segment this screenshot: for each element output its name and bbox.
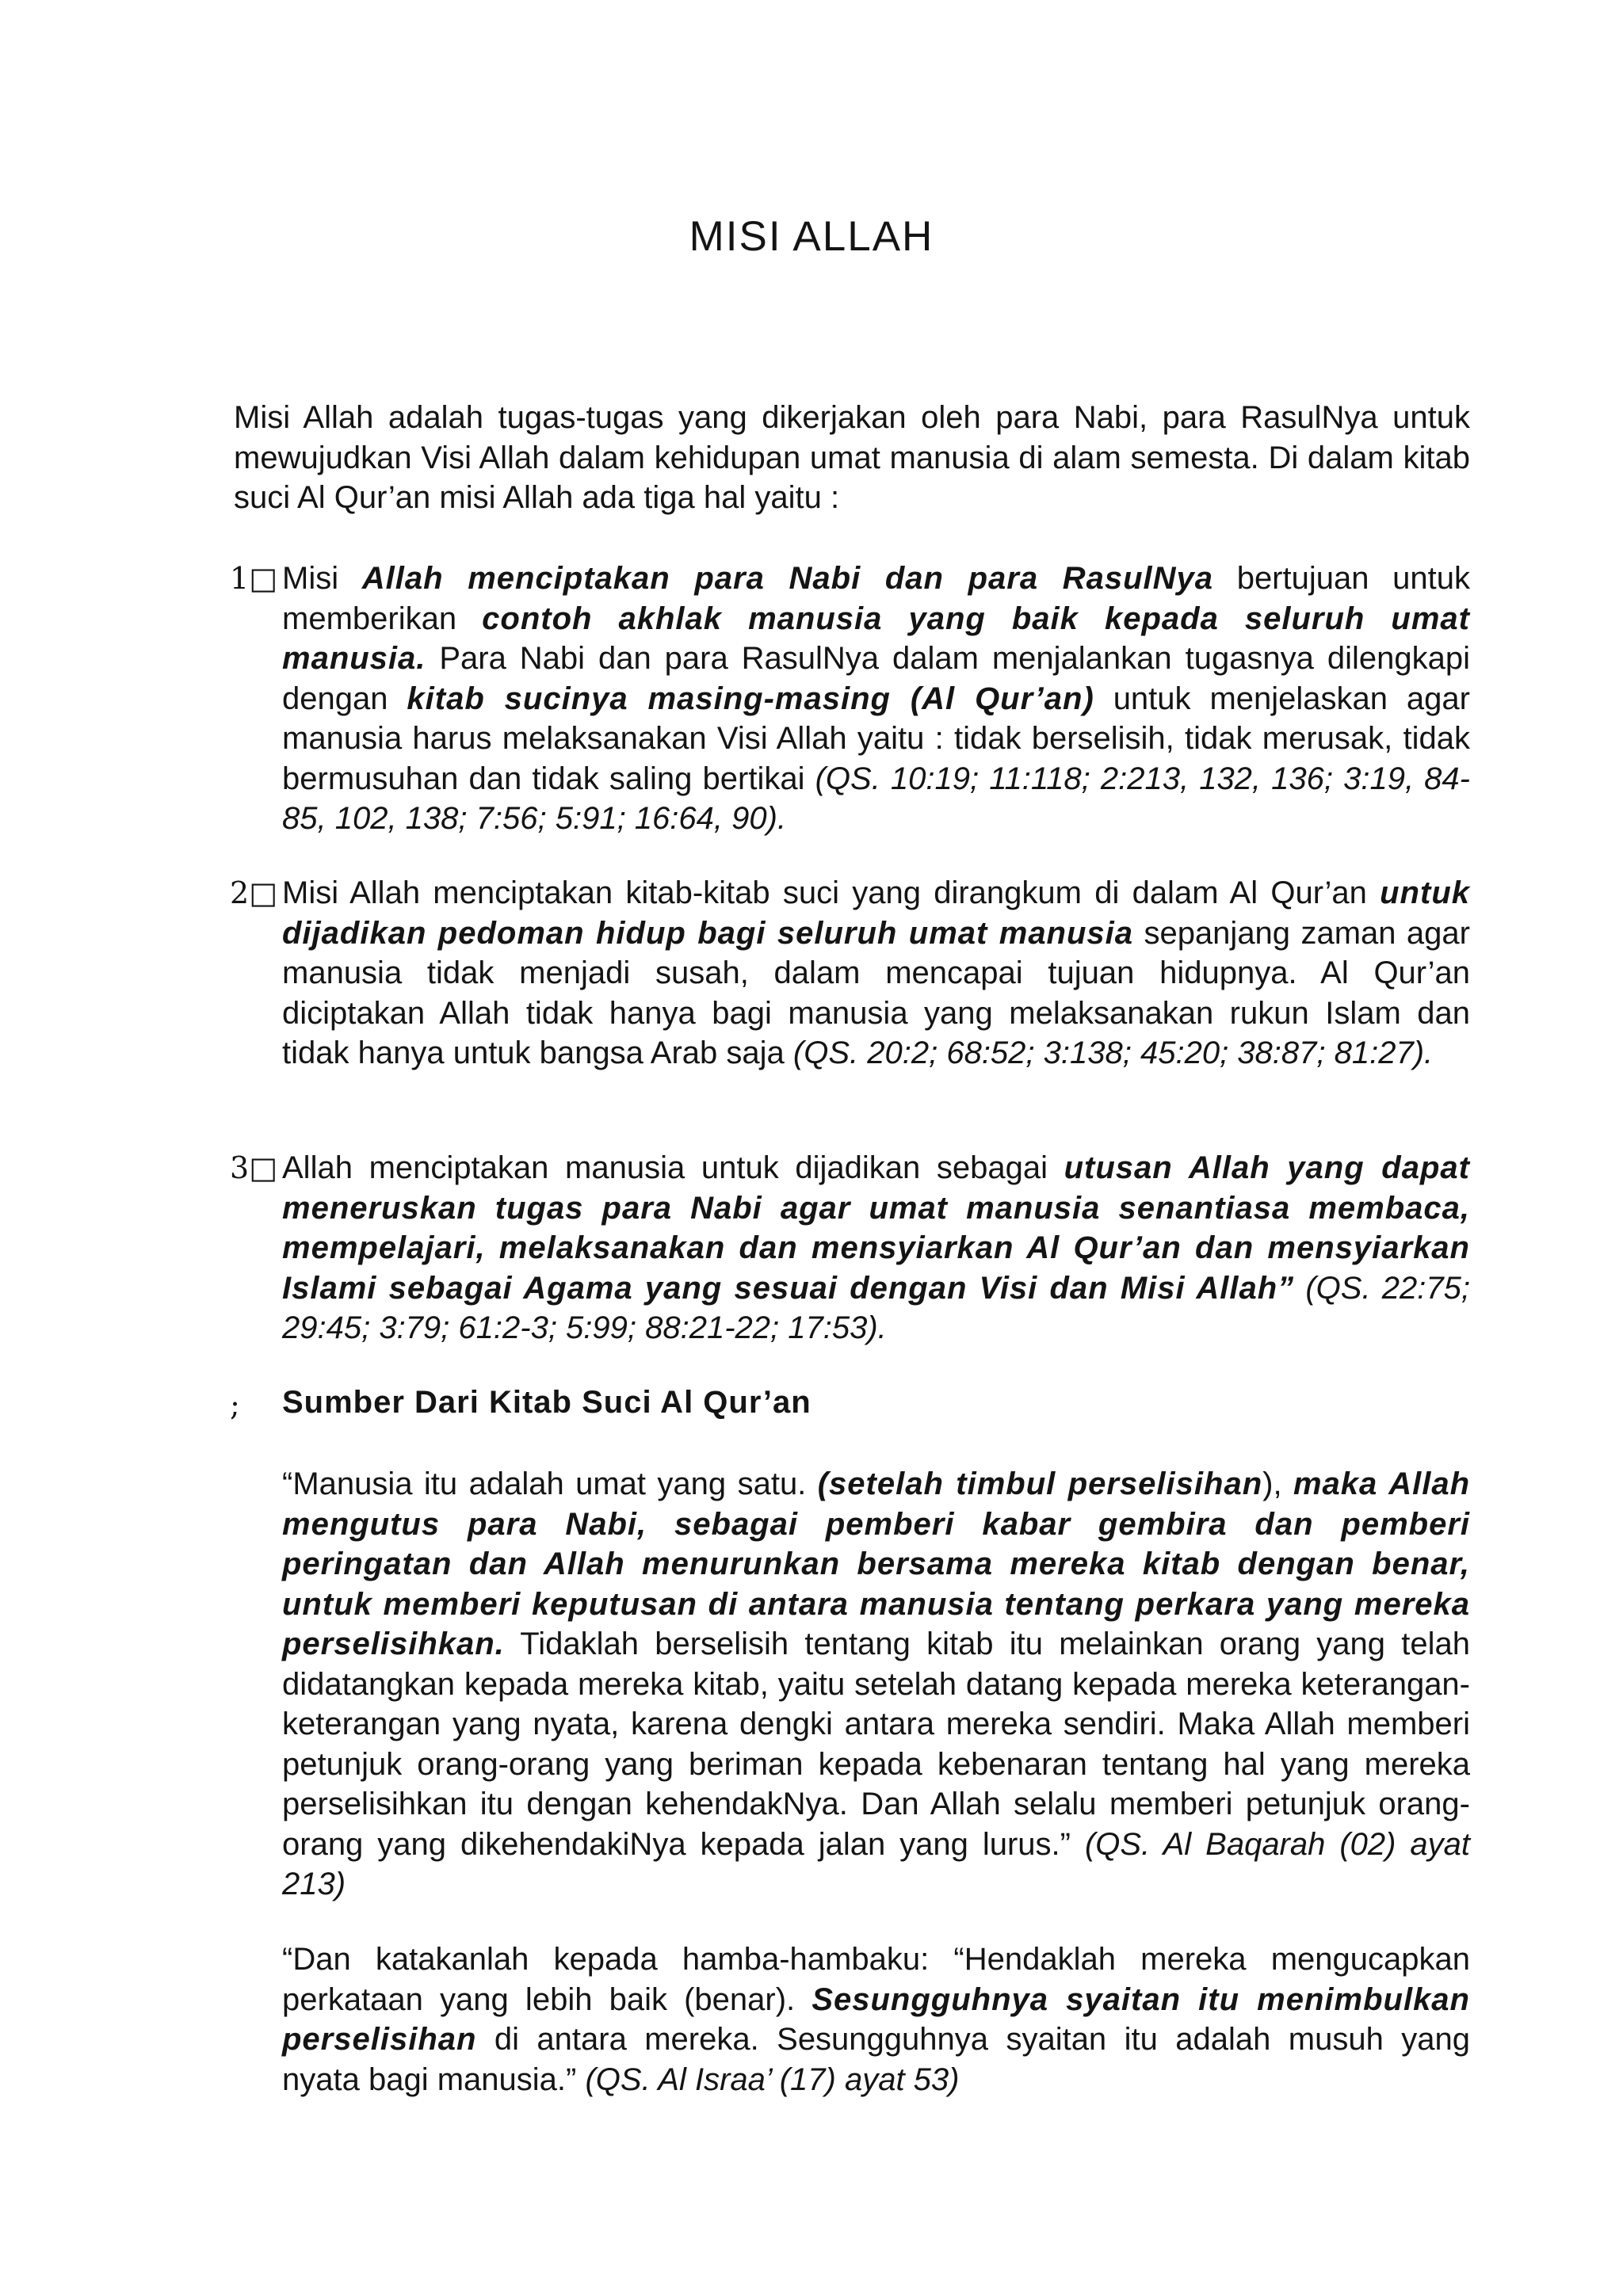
item2-text-b: sepanjang zaman agar manusia tidak menjadi susah, dalam mencapai tujuan hidupnya. Al Qur’an diciptakan Allah tidak hanya bagi manusia yang melaksanakan rukun Islam dan tidak hanya untuk bangsa Arab saja (282, 915, 1470, 1070)
section-marker: ; (230, 1387, 240, 1422)
list-item-1 (282, 559, 1470, 839)
item1-reference: (QS. 10:19; 11:118; 2:213, 132, 136; 3:19, 84-85, 102, 138; 7:56; 5:91; 16:64, 90). (282, 761, 1470, 836)
quote-al-israa (282, 1939, 1470, 2100)
section-heading: Sumber Dari Kitab Suci Al Qur’an (282, 1385, 812, 1420)
item3-reference: (QS. 22:75; 29:45; 3:79; 61:2-3; 5:99; 88:21-22; 17:53). (282, 1270, 1470, 1345)
item1-text-a: Misi (282, 561, 362, 596)
item3-text-a: Allah menciptakan manusia untuk dijadikan sebagai (282, 1150, 1064, 1185)
item1-emphasis-a: Allah menciptakan para Nabi dan para RasulNya (361, 561, 1214, 596)
item3-emphasis-a: utusan Allah yang dapat meneruskan tugas para Nabi agar umat manusia senantiasa membaca, mempelajari, melaksanakan dan mensyiarkan Al Qur’an dan mensyiarkan Islami sebagai Agama yang sesuai dengan Visi dan Misi Allah” (282, 1150, 1470, 1306)
item1-text-c: Para Nabi dan para RasulNya dalam menjalankan tugasnya dilengkapi dengan (282, 641, 1470, 716)
quote2-emphasis-a: Sesungguhnya syaitan itu menimbulkan perselisihan (282, 1981, 1470, 2057)
quote2-text-a: “Dan katakanlah kepada hamba-hambaku: “Hendaklah mereka mengucapkan perkataan yang lebih baik (benar). (282, 1942, 1470, 2017)
item1-emphasis-b: contoh akhlak manusia yang baik kepada seluruh umat manusia. (282, 601, 1470, 676)
quote1-emphasis-a: (setelah timbul perselisihan (817, 1466, 1263, 1501)
quote1-emphasis-b: maka Allah mengutus para Nabi, sebagai pemberi kabar gembira dan pemberi peringatan dan Allah menurunkan bersama mereka kitab dengan benar, untuk memberi keputusan di antara manusia tentang perkara yang mereka perselisihkan. (282, 1466, 1471, 1661)
quote1-text-c: Tidaklah berselisih tentang kitab itu melainkan orang yang telah didatangkan kepada mereka kitab, yaitu setelah datang kepada mereka keterangan-keterangan yang nyata, karena dengki antara mereka sendiri. Maka Allah memberi petunjuk orang-orang yang beriman kepada kebenaran tentang hal yang mereka perselisihkan itu dengan kehendakNya. Dan Allah selalu memberi petunjuk orang-orang yang dikehendakiNya kepada jalan yang lurus.” (282, 1627, 1470, 1862)
quote1-text-b: ), (1262, 1466, 1293, 1501)
quote1-reference: (QS. Al Baqarah (02) ayat 213) (282, 1826, 1471, 1901)
item1-text-b: bertujuan untuk memberikan (282, 561, 1470, 636)
list-marker-2: 2□ (230, 875, 278, 910)
item1-emphasis-c: kitab sucinya masing-masing (Al Qur’an) (407, 681, 1094, 716)
item2-text-a: Misi Allah menciptakan kitab-kitab suci yang dirangkum di dalam Al Qur’an (282, 875, 1381, 910)
list-marker-3: 3□ (230, 1150, 278, 1185)
quote-al-baqarah (282, 1464, 1470, 1905)
list-marker-1: 1□ (230, 561, 278, 596)
list-item-3 (282, 1148, 1470, 1348)
quote2-text-b: di antara mereka. Sesungguhnya syaitan itu adalah musuh yang nyata bagi manusia.” (282, 2022, 1470, 2097)
item1-text-d: untuk menjelaskan agar manusia harus melaksanakan Visi Allah yaitu : tidak berselisih, tidak merusak, tidak bermusuhan dan tidak saling bertikai (282, 681, 1470, 796)
item2-emphasis-a: untuk dijadikan pedoman hidup bagi seluruh umat manusia (282, 875, 1470, 951)
list-item-2 (282, 873, 1470, 1074)
page-title: MISI ALLAH (689, 213, 934, 260)
item2-reference: (QS. 20:2; 68:52; 3:138; 45:20; 38:87; 81:27). (792, 1035, 1434, 1070)
quote2-reference: (QS. Al Israa’ (17) ayat 53) (585, 2061, 960, 2097)
intro-paragraph: Misi Allah adalah tugas-tugas yang dikerjakan oleh para Nabi, para RasulNya untuk mewujudkan Visi Allah dalam kehidupan umat manusia di alam semesta. Di dalam kitab suci Al Qur’an misi Allah ada tiga hal yaitu : (234, 400, 1470, 515)
quote1-text-a: “Manusia itu adalah umat yang satu. (282, 1466, 818, 1501)
